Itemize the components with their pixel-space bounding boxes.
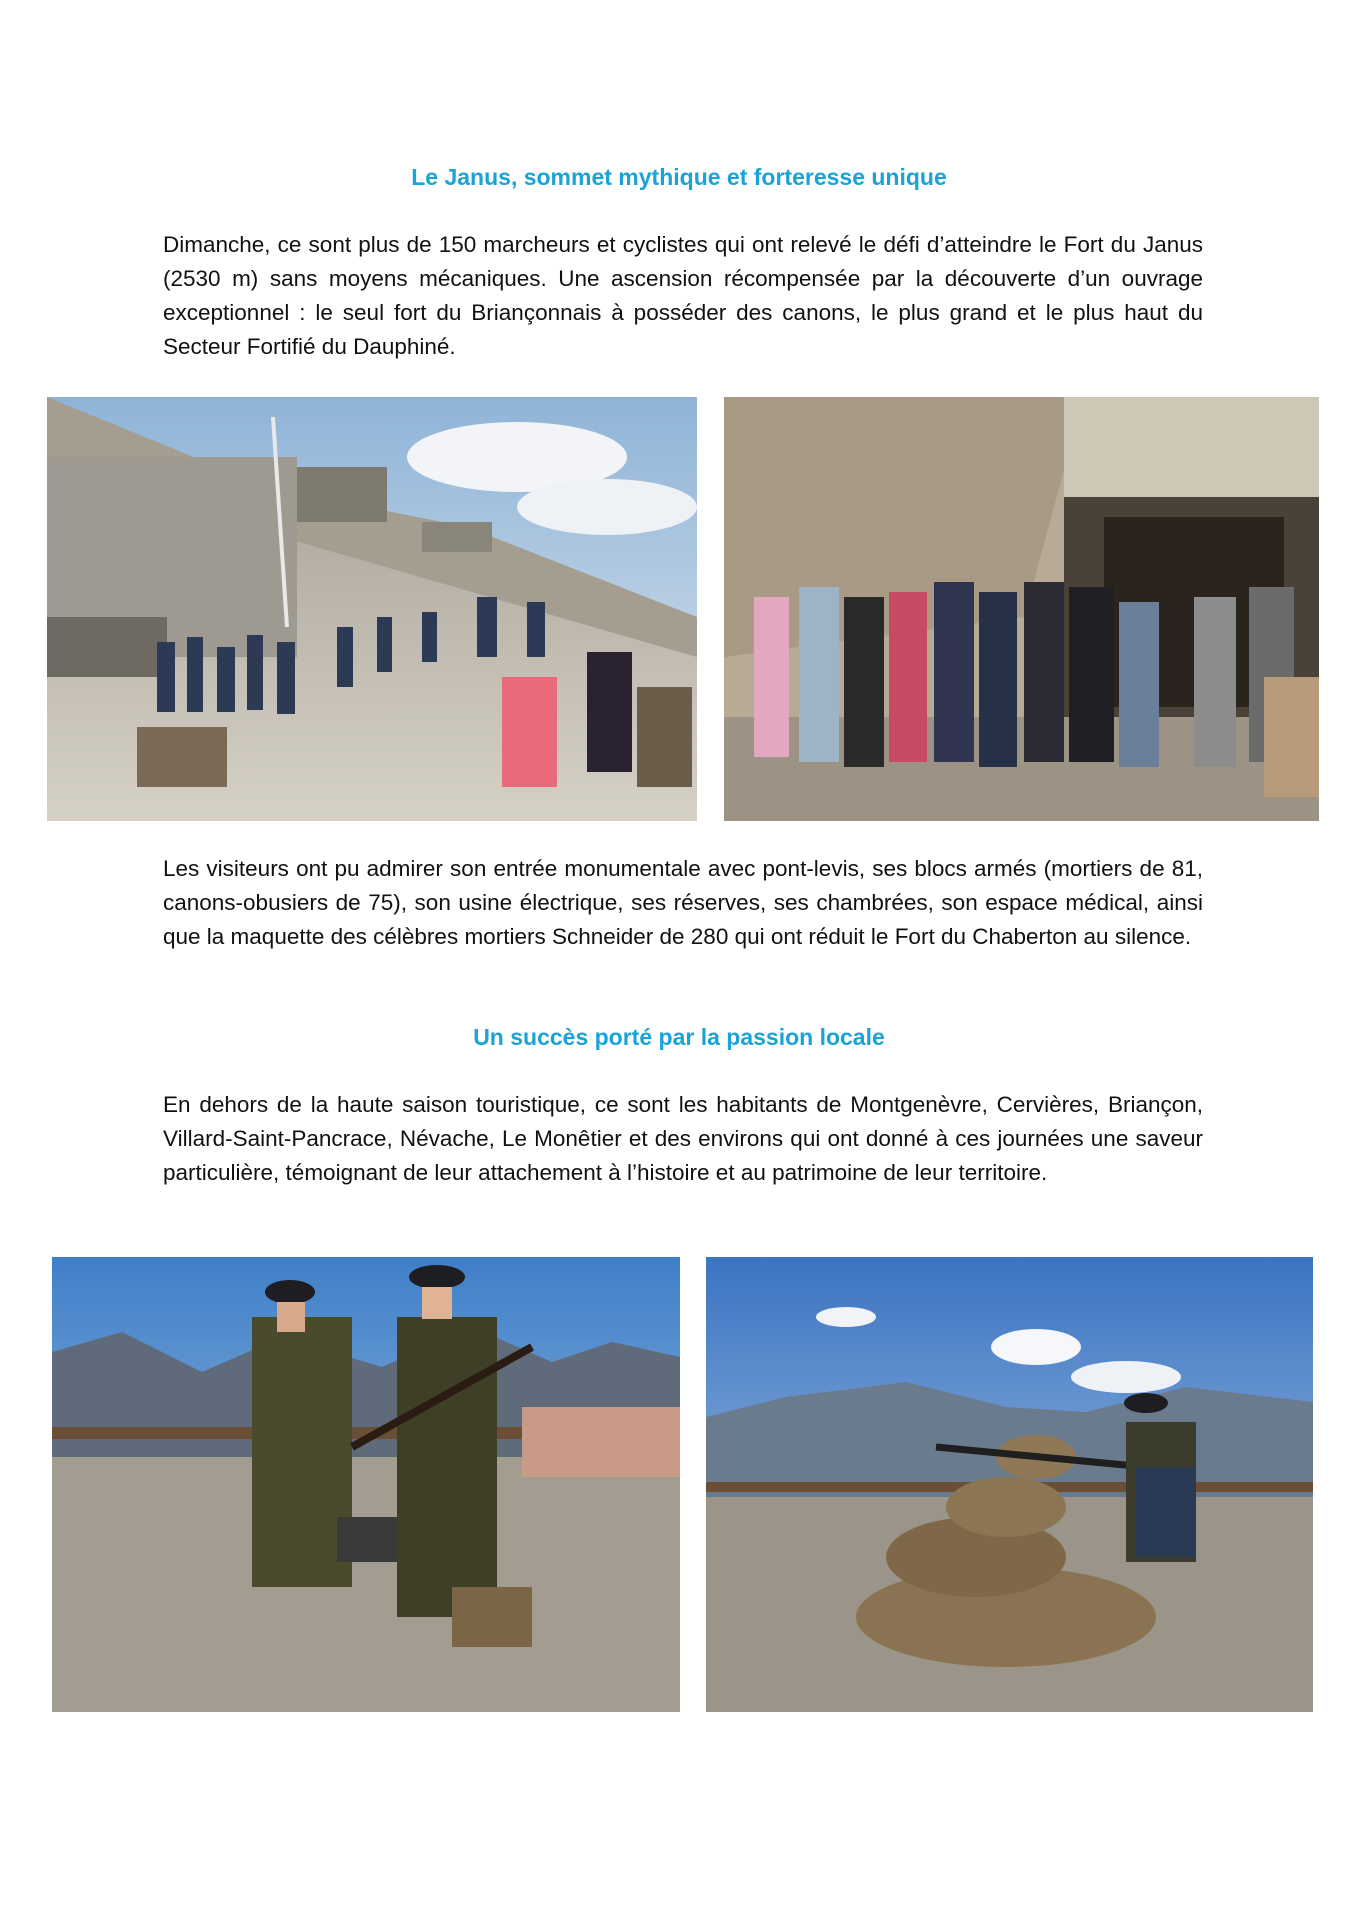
section-heading-janus: Le Janus, sommet mythique et forteresse unique [411,164,947,190]
intro-paragraph: Dimanche, ce sont plus de 150 marcheurs et cyclistes qui ont relevé le défi d’atteindre le Fort du Janus (2530 m) sans moyens mécaniques. Une ascension récompensée par la découverte d’un ouvrage exceptionnel : le seul fort du Briançonnais à posséder des canons, le plus grand et le plus haut du Secteur Fortifié du Dauphiné. [163,232,1203,359]
locals-paragraph: En dehors de la haute saison touristique, ce sont les habitants de Montgenèvre, Cervières, Briançon, Villard-Saint-Pancrace, Névache, Le Monêtier et des environs qui ont donné à ces journées une saveur particulière, témoignant de leur attachement à l’histoire et au patrimoine de leur territoire. [163,1092,1203,1185]
photo-group-at-bunker-entrance [724,397,1319,821]
photo-machine-gun-sandbags [706,1257,1313,1712]
photo-reenactors-in-uniform [52,1257,680,1712]
photo-crowd-at-fort-entrance [47,397,697,821]
visit-paragraph: Les visiteurs ont pu admirer son entrée monumentale avec pont-levis, ses blocs armés (mortiers de 81, canons-obusiers de 75), son usine électrique, ses réserves, ses chambrées, son espace médical, ainsi que la maquette des célèbres mortiers Schneider de 280 qui ont réduit le Fort du Chaberton au silence. [163,856,1203,949]
section-heading-passion-locale: Un succès porté par la passion locale [473,1024,885,1050]
